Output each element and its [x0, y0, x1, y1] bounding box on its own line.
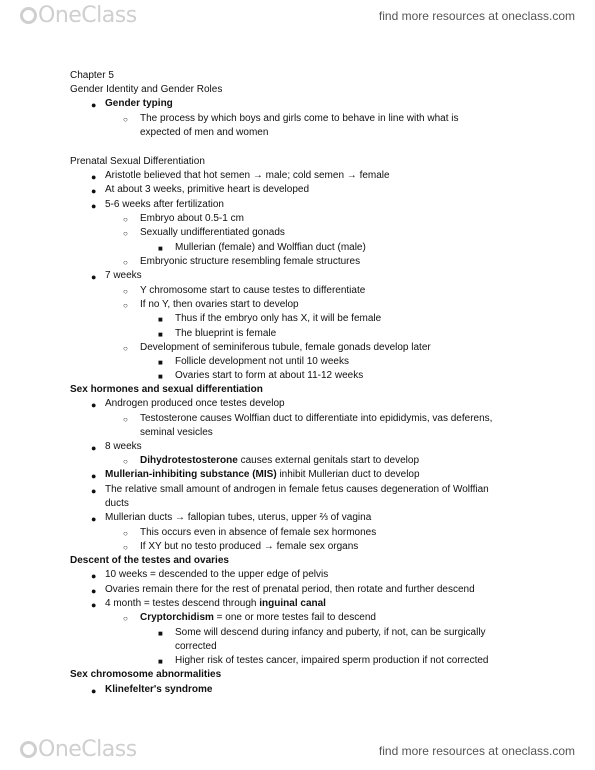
logo-text: OneClass	[38, 737, 137, 762]
definition: = one or more testes fail to descend	[213, 612, 376, 623]
list-item: 10 weeks = descended to the upper edge of pelvis	[105, 569, 329, 580]
bullet-icon: ■	[158, 315, 163, 324]
list-item: Ovaries start to form at about 11-12 weeks	[175, 370, 364, 381]
list-item	[140, 611, 376, 625]
list-item: Mullerian (female) and Wolffian duct (male)	[175, 242, 366, 253]
footer-resources-link[interactable]: find more resources at oneclass.com	[378, 744, 575, 758]
list-item: Gender typing	[105, 98, 173, 109]
bullet-icon: ○	[123, 529, 128, 538]
bullet-icon: ○	[123, 457, 128, 466]
oneclass-logo	[20, 3, 137, 28]
bullet-icon: ■	[158, 244, 163, 253]
logo-o-icon	[20, 741, 37, 758]
list-item: 8 weeks	[105, 441, 142, 452]
list-item: Testosterone causes Wolffian duct to differentiate into epididymis, vas deferens,	[140, 413, 493, 424]
bullet-icon: ■	[158, 657, 163, 666]
text: 4 month = testes descend through	[105, 598, 260, 609]
logo-text: OneClass	[38, 3, 137, 28]
section-heading: Prenatal Sexual Differentiation	[70, 156, 205, 167]
list-item: corrected	[175, 641, 217, 652]
list-item: If XY but no testo produced → female sex organs	[140, 541, 359, 552]
definition: causes external genitals start to develop	[237, 455, 420, 466]
bullet-icon: ○	[123, 115, 128, 124]
term: Dihydrotestosterone	[140, 455, 238, 466]
list-item: 7 weeks	[105, 270, 142, 281]
list-item: Embryonic structure resembling female structures	[140, 256, 361, 267]
list-item: Follicle development not until 10 weeks	[175, 356, 349, 367]
list-item: Higher risk of testes cancer, impaired sperm production if not corrected	[175, 655, 489, 666]
list-item: At about 3 weeks, primitive heart is developed	[105, 184, 309, 195]
bullet-icon: ●	[91, 514, 97, 524]
bullet-icon: ○	[123, 614, 128, 623]
chapter-label: Chapter 5	[70, 70, 114, 81]
logo-o-icon	[20, 7, 37, 24]
list-item: ducts	[105, 498, 129, 509]
bullet-icon: ○	[123, 287, 128, 296]
bullet-icon: ○	[123, 344, 128, 353]
bullet-icon: ■	[158, 358, 163, 367]
bullet-icon: ●	[91, 586, 97, 596]
list-item: Development of seminiferous tubule, female gonads develop later	[140, 342, 431, 353]
term: Mullerian-inhibiting substance (MIS)	[105, 469, 277, 480]
bullet-icon: ●	[91, 272, 97, 282]
bullet-icon: ■	[158, 372, 163, 381]
bullet-icon: ○	[123, 543, 128, 552]
topic-title: Gender Identity and Gender Roles	[70, 84, 223, 95]
bullet-icon: ○	[123, 229, 128, 238]
bullet-icon: ●	[91, 600, 97, 610]
list-item: expected of men and women	[140, 127, 269, 138]
bullet-icon: ●	[91, 443, 97, 453]
bullet-icon: ○	[123, 215, 128, 224]
bullet-icon: ●	[91, 571, 97, 581]
list-item: The blueprint is female	[175, 328, 277, 339]
list-item: Mullerian ducts → fallopian tubes, uterus, upper ⅔ of vagina	[105, 512, 372, 523]
bullet-icon: ●	[91, 686, 97, 696]
list-item: Klinefelter's syndrome	[105, 684, 213, 695]
bullet-icon: ●	[91, 486, 97, 496]
header-resources-link[interactable]: find more resources at oneclass.com	[378, 9, 575, 23]
list-item: The process by which boys and girls come to behave in line with what is	[140, 113, 459, 124]
bullet-icon: ●	[91, 172, 97, 182]
list-item: Embryo about 0.5-1 cm	[140, 213, 244, 224]
bullet-icon: ●	[91, 186, 97, 196]
list-item: seminal vesicles	[140, 427, 213, 438]
section-heading: Sex hormones and sexual differentiation	[70, 384, 263, 395]
list-item	[140, 454, 419, 468]
definition: inhibit Mullerian duct to develop	[276, 469, 420, 480]
list-item: Thus if the embryo only has X, it will be female	[175, 313, 382, 324]
list-item: Y chromosome start to cause testes to differentiate	[140, 285, 366, 296]
bullet-icon: ■	[158, 629, 163, 638]
list-item: The relative small amount of androgen in female fetus causes degeneration of Wolffian	[105, 484, 489, 495]
bullet-icon: ●	[91, 201, 97, 211]
list-item	[105, 597, 326, 611]
list-item: Some will descend during infancy and puberty, if not, can be surgically	[175, 627, 486, 638]
bullet-icon: ■	[158, 330, 163, 339]
section-heading: Sex chromosome abnormalities	[70, 669, 222, 680]
list-item	[105, 468, 420, 482]
list-item: Ovaries remain there for the rest of prenatal period, then rotate and further descend	[105, 584, 475, 595]
list-item: Sexually undifferentiated gonads	[140, 227, 285, 238]
section-heading: Descent of the testes and ovaries	[70, 555, 229, 566]
bullet-icon: ●	[91, 100, 97, 110]
bullet-icon: ○	[123, 258, 128, 267]
list-item: 5-6 weeks after fertilization	[105, 199, 224, 210]
bullet-icon: ○	[123, 301, 128, 310]
list-item: This occurs even in absence of female sex hormones	[140, 527, 377, 538]
bullet-icon: ●	[91, 471, 97, 481]
list-item: If no Y, then ovaries start to develop	[140, 299, 299, 310]
term: inguinal canal	[259, 598, 326, 609]
bullet-icon: ●	[91, 400, 97, 410]
list-item: Aristotle believed that hot semen → male; cold semen → female	[105, 170, 390, 181]
bullet-icon: ○	[123, 415, 128, 424]
oneclass-logo-footer	[20, 737, 137, 762]
term: Cryptorchidism	[140, 612, 214, 623]
list-item: Androgen produced once testes develop	[105, 398, 285, 409]
